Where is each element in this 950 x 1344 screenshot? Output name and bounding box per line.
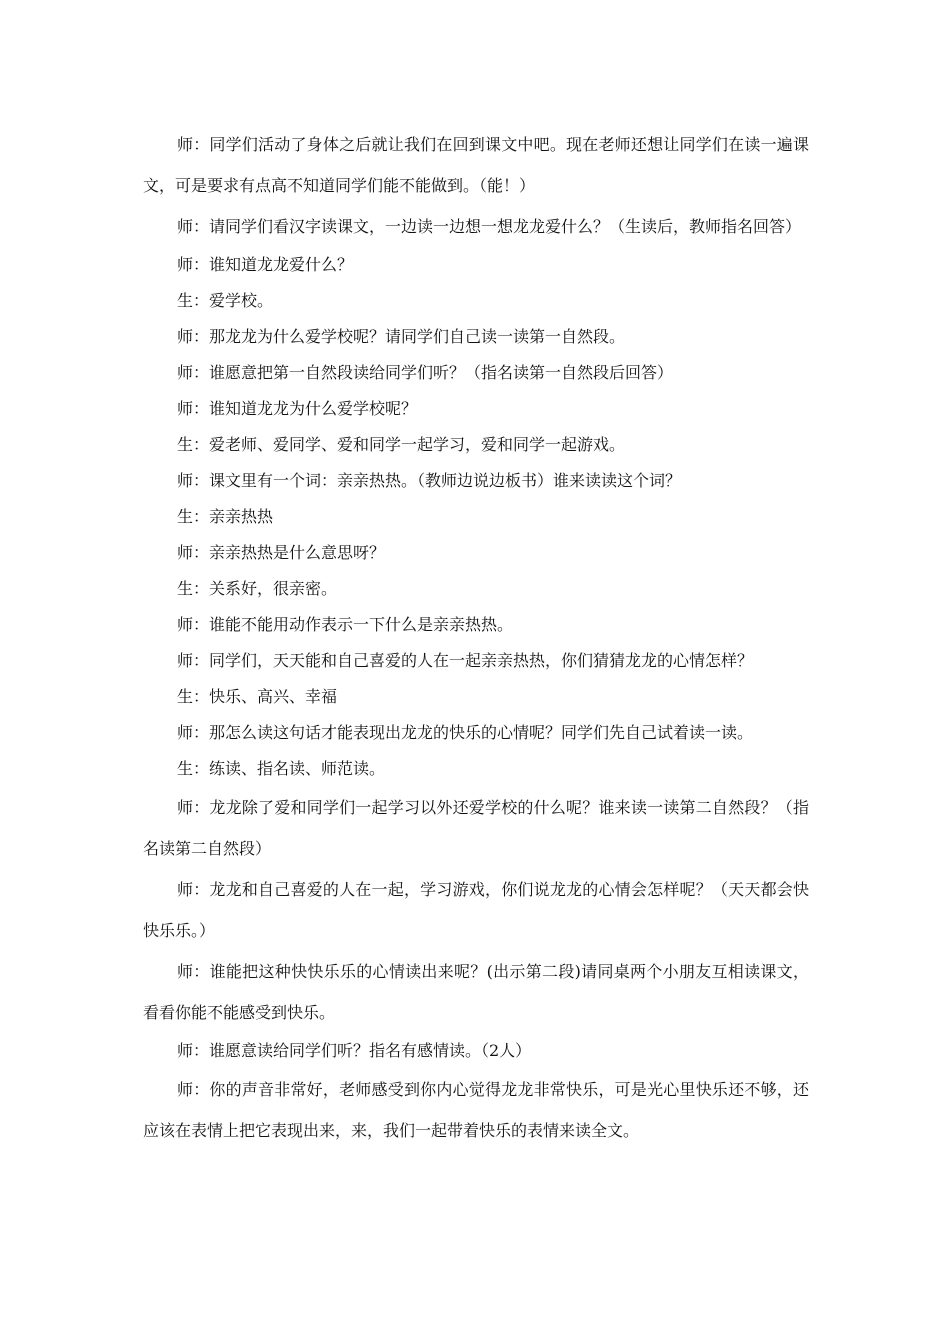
paragraph-10: 生：亲亲热热	[177, 507, 274, 526]
paragraph-21: 师：谁愿意读给同学们听？指名有感情读。（2人）	[177, 1041, 532, 1060]
paragraph-11: 师：亲亲热热是什么意思呀？	[177, 543, 386, 562]
paragraph-20: 师：谁能把这种快快乐乐的心情读出来呢？(出示第二段)请同桌两个小朋友互相读课文，看看你能不能感受到快乐。	[143, 962, 809, 1022]
paragraph-6: 师：谁愿意把第一自然段读给同学们听？（指名读第一自然段后回答）	[177, 363, 674, 382]
paragraph-9: 师：课文里有一个词：亲亲热热。（教师边说边板书）谁来读读这个词？	[177, 471, 682, 490]
paragraph-15: 生：快乐、高兴、幸福	[177, 687, 338, 706]
paragraph-18: 师：龙龙除了爱和同学们一起学习以外还爱学校的什么呢？谁来读一读第二自然段？（指名读第二自然段）	[143, 798, 809, 858]
paragraph-16: 师：那怎么读这句话才能表现出龙龙的快乐的心情呢？同学们先自己试着读一读。	[177, 723, 754, 742]
paragraph-17: 生：练读、指名读、师范读。	[177, 759, 386, 778]
paragraph-5: 师：那龙龙为什么爱学校呢？请同学们自己读一读第一自然段。	[177, 327, 626, 346]
paragraph-19: 师：龙龙和自己喜爱的人在一起，学习游戏，你们说龙龙的心情会怎样呢？（天天都会快快乐乐。）	[143, 880, 809, 940]
paragraph-1: 师：同学们活动了身体之后就让我们在回到课文中吧。现在老师还想让同学们在读一遍课文，可是要求有点高不知道同学们能不能做到。（能！）	[143, 135, 809, 195]
paragraph-8: 生：爱老师、爱同学、爱和同学一起学习，爱和同学一起游戏。	[177, 435, 626, 454]
paragraph-3: 师：谁知道龙龙爱什么？	[177, 255, 354, 274]
paragraph-7: 师：谁知道龙龙为什么爱学校呢？	[177, 399, 418, 418]
paragraph-22: 师：你的声音非常好，老师感受到你内心觉得龙龙非常快乐，可是光心里快乐还不够，还应该在表情上把它表现出来，来，我们一起带着快乐的表情来读全文。	[143, 1080, 809, 1140]
document-body	[143, 124, 809, 1151]
paragraph-14: 师：同学们，天天能和自己喜爱的人在一起亲亲热热，你们猜猜龙龙的心情怎样？	[177, 651, 754, 670]
paragraph-4: 生：爱学校。	[177, 291, 274, 310]
paragraph-13: 师：谁能不能用动作表示一下什么是亲亲热热。	[177, 615, 514, 634]
paragraph-12: 生：关系好，很亲密。	[177, 579, 338, 598]
paragraph-2: 师：请同学们看汉字读课文，一边读一边想一想龙龙爱什么？（生读后，教师指名回答）	[177, 217, 802, 236]
